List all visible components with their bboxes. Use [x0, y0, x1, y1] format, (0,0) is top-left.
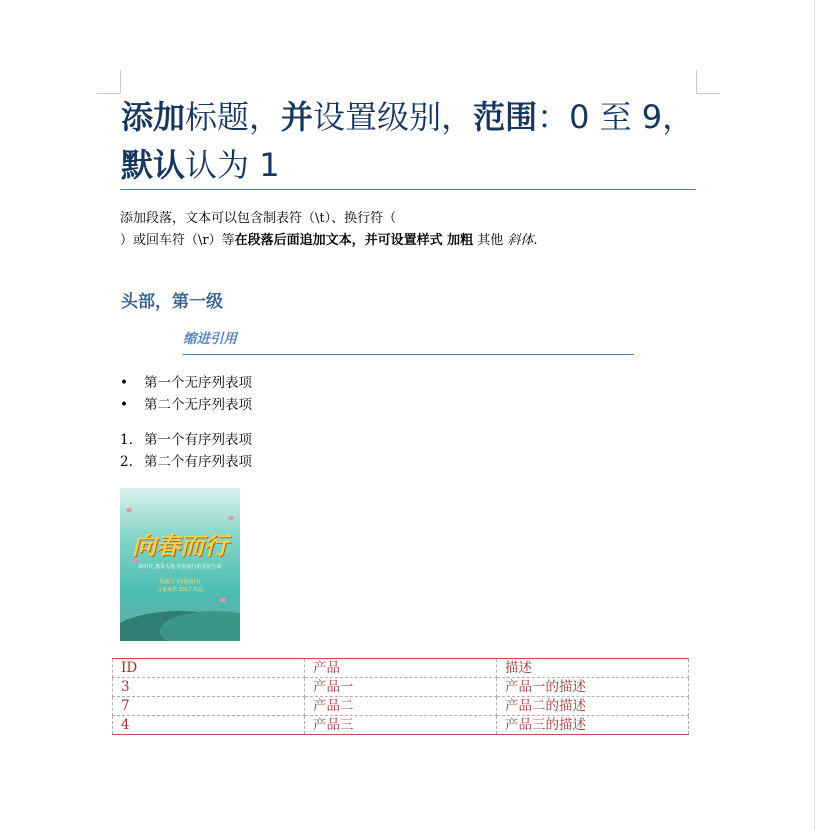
page-edge — [814, 0, 815, 830]
table-cell[interactable]: 产品二的描述 — [496, 697, 688, 716]
poster-info-line: 恒耐行 (向春而行) — [159, 579, 201, 585]
paragraph-bold: 在段落后面追加文本，并可设置样式 加粗 — [234, 233, 474, 248]
paragraph-line2: ）或回车符（\r）等 — [120, 233, 235, 248]
title-part: 默认 — [121, 146, 186, 184]
document-title[interactable] — [121, 93, 701, 189]
paragraph-middle: 其他 — [473, 233, 508, 248]
table-header-cell[interactable]: ID — [113, 659, 305, 678]
list-item[interactable] — [120, 452, 252, 474]
petal-decoration — [228, 516, 234, 520]
table-row — [113, 678, 689, 697]
ordered-list — [120, 430, 252, 473]
list-item[interactable] — [120, 373, 252, 395]
title-part: ：0 至 9， — [537, 98, 695, 136]
table-cell[interactable]: 产品二 — [305, 697, 497, 716]
petal-decoration — [126, 508, 132, 512]
list-number: 1. — [120, 432, 133, 448]
title-part: 级别， — [377, 98, 474, 136]
crop-mark-tl-v — [120, 70, 121, 94]
poster-title: 向春而行 — [132, 532, 228, 560]
title-part: 设置 — [313, 98, 378, 136]
table-header-cell[interactable]: 产品 — [305, 659, 497, 678]
poster-info-line: 合家欢乐 2017 出品 — [157, 587, 203, 593]
list-number: 2. — [120, 453, 133, 470]
table-cell[interactable]: 产品三 — [305, 716, 497, 735]
table-cell[interactable]: 4 — [113, 716, 305, 735]
body-paragraph[interactable] — [120, 208, 700, 252]
table-row — [113, 716, 689, 735]
paragraph-line1: 添加段落，文本可以包含制表符（\t）、换行符（ — [120, 211, 397, 226]
table-row — [113, 697, 689, 716]
paragraph-end: . — [533, 233, 538, 248]
title-part: 并 — [281, 98, 314, 136]
poster-image[interactable] — [120, 488, 240, 641]
list-item-text: 第二个无序列表项 — [144, 396, 252, 413]
title-part: 标题， — [185, 98, 282, 136]
list-item-text: 第一个有序列表项 — [144, 432, 252, 448]
title-underline — [120, 189, 696, 190]
paragraph-italic: 斜体 — [507, 233, 534, 248]
title-part: 添加 — [121, 98, 186, 136]
table-cell[interactable]: 产品三的描述 — [496, 716, 688, 735]
title-part: 范围 — [473, 98, 538, 136]
heading-level-1[interactable]: 头部，第一级 — [121, 292, 223, 312]
table-header-cell[interactable]: 描述 — [496, 659, 688, 678]
table-cell[interactable]: 产品一 — [305, 678, 497, 697]
crop-mark-tr-v — [696, 70, 697, 94]
bullet-marker: • — [120, 375, 128, 391]
list-item[interactable] — [120, 430, 252, 452]
bullet-marker: • — [120, 396, 128, 413]
poster-info — [120, 578, 240, 594]
title-part: 认为 1 — [185, 146, 280, 184]
list-item-text: 第二个有序列表项 — [144, 453, 252, 470]
crop-mark-tl-h — [97, 93, 121, 94]
bullet-list — [120, 373, 252, 416]
poster-subtitle: 新时代 惠及大地 向春而行的美好生活 — [138, 564, 222, 570]
table-cell[interactable]: 产品一的描述 — [496, 678, 688, 697]
list-item-text: 第一个无序列表项 — [144, 375, 252, 391]
table-cell[interactable]: 7 — [113, 697, 305, 716]
table-cell[interactable]: 3 — [113, 678, 305, 697]
product-table — [112, 658, 689, 735]
quote-underline — [183, 354, 634, 355]
table-header-row — [113, 659, 689, 678]
indented-quote[interactable]: 缩进引用 — [183, 331, 237, 347]
petal-decoration — [220, 598, 226, 602]
list-item[interactable] — [120, 395, 252, 417]
